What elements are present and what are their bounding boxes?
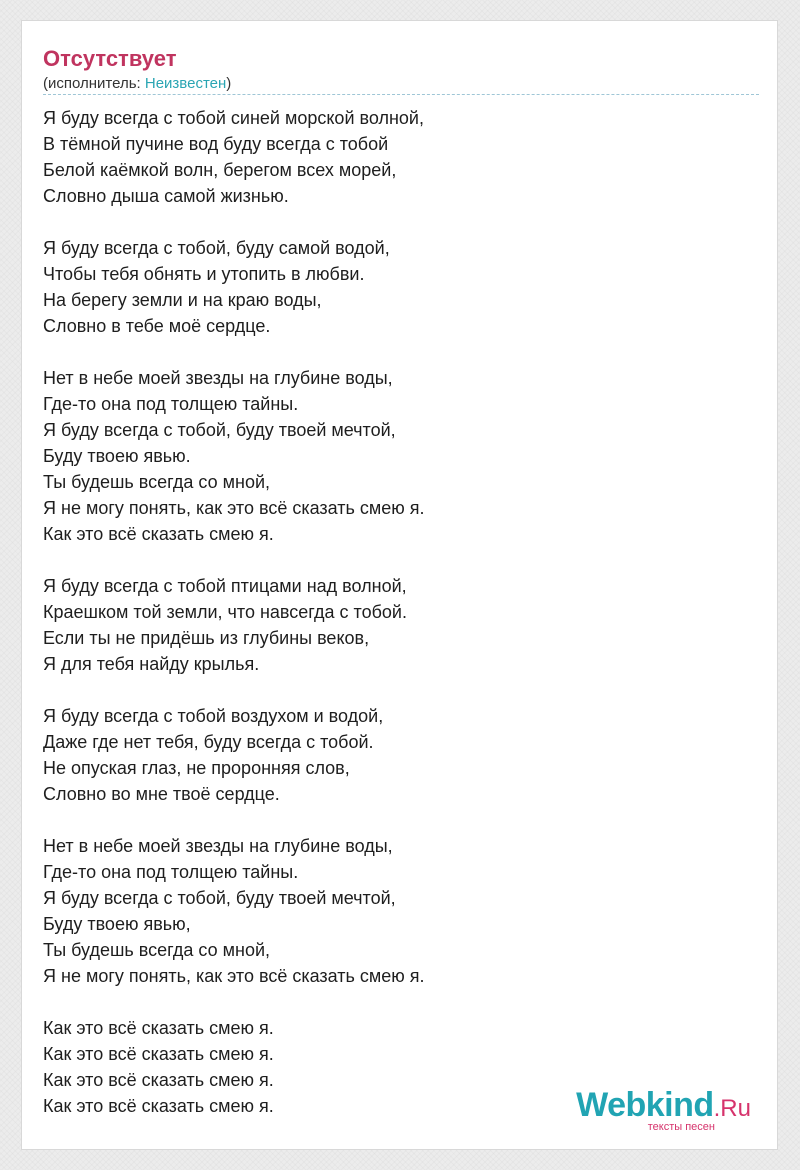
lyrics-card (21, 20, 778, 1150)
lyric-line: В тёмной пучине вод буду всегда с тобой (43, 134, 389, 154)
lyric-line: Словно дыша самой жизнью. (43, 186, 289, 206)
lyric-line: Даже где нет тебя, буду всегда с тобой. (43, 732, 374, 752)
lyric-line: Я буду всегда с тобой воздухом и водой, (43, 706, 384, 726)
lyric-line: Чтобы тебя обнять и утопить в любви. (43, 264, 365, 284)
lyric-line: Нет в небе моей звезды на глубине воды, (43, 368, 393, 388)
lyric-line: Я буду всегда с тобой, буду твоей мечтой, (43, 420, 396, 440)
lyric-line: Ты будешь всегда со мной, (43, 940, 271, 960)
lyric-line: Словно в тебе моё сердце. (43, 316, 271, 336)
artist-suffix: ) (226, 75, 232, 92)
artist-line (43, 75, 231, 93)
lyric-line: Ты будешь всегда со мной, (43, 472, 271, 492)
logo-main-text: Webkind (576, 1086, 714, 1124)
lyric-line: Я буду всегда с тобой, буду самой водой, (43, 238, 390, 258)
lyric-line: Белой каёмкой волн, берегом всех морей, (43, 160, 397, 180)
stanza (43, 365, 425, 547)
lyrics-body (43, 105, 425, 1145)
lyric-line: Словно во мне твоё сердце. (43, 784, 280, 804)
lyric-line: Я буду всегда с тобой птицами над волной, (43, 576, 407, 596)
song-title: Отсутствует (43, 46, 177, 71)
lyric-line: Нет в небе моей звезды на глубине воды, (43, 836, 393, 856)
stanza (43, 105, 425, 209)
stanza (43, 573, 425, 677)
lyric-line: Если ты не придёшь из глубины веков, (43, 628, 370, 648)
lyric-line: Буду твоею явью. (43, 446, 191, 466)
lyric-line: Я для тебя найду крылья. (43, 654, 260, 674)
lyric-line: Я буду всегда с тобой синей морской волной, (43, 108, 424, 128)
lyric-line: Буду твоею явью, (43, 914, 191, 934)
title-divider (43, 94, 759, 95)
lyric-line: Не опуская глаз, не проронняя слов, (43, 758, 350, 778)
lyric-line: Краешком той земли, что навсегда с тобой. (43, 602, 407, 622)
lyric-line: Где-то она под толщею тайны. (43, 394, 299, 414)
lyric-line: Я буду всегда с тобой, буду твоей мечтой, (43, 888, 396, 908)
stanza (43, 1015, 425, 1119)
lyric-line: Как это всё сказать смею я. (43, 1018, 274, 1038)
lyric-line: Как это всё сказать смею я. (43, 1096, 274, 1116)
site-logo[interactable] (576, 1088, 751, 1133)
logo-tagline: тексты песен (647, 1121, 715, 1133)
lyric-line: Я не могу понять, как это всё сказать смею я. (43, 498, 425, 518)
artist-prefix: (исполнитель: (43, 75, 145, 92)
stanza (43, 833, 425, 989)
logo-tld: .Ru (713, 1095, 751, 1122)
lyric-line: Как это всё сказать смею я. (43, 1070, 274, 1090)
lyric-line: Где-то она под толщею тайны. (43, 862, 299, 882)
lyric-line: Как это всё сказать смею я. (43, 524, 274, 544)
artist-link[interactable]: Неизвестен (144, 75, 227, 92)
stanza (43, 235, 425, 339)
lyric-line: Как это всё сказать смею я. (43, 1044, 274, 1064)
stanza (43, 703, 425, 807)
lyric-line: На берегу земли и на краю воды, (43, 290, 322, 310)
lyric-line: Я не могу понять, как это всё сказать смею я. (43, 966, 425, 986)
